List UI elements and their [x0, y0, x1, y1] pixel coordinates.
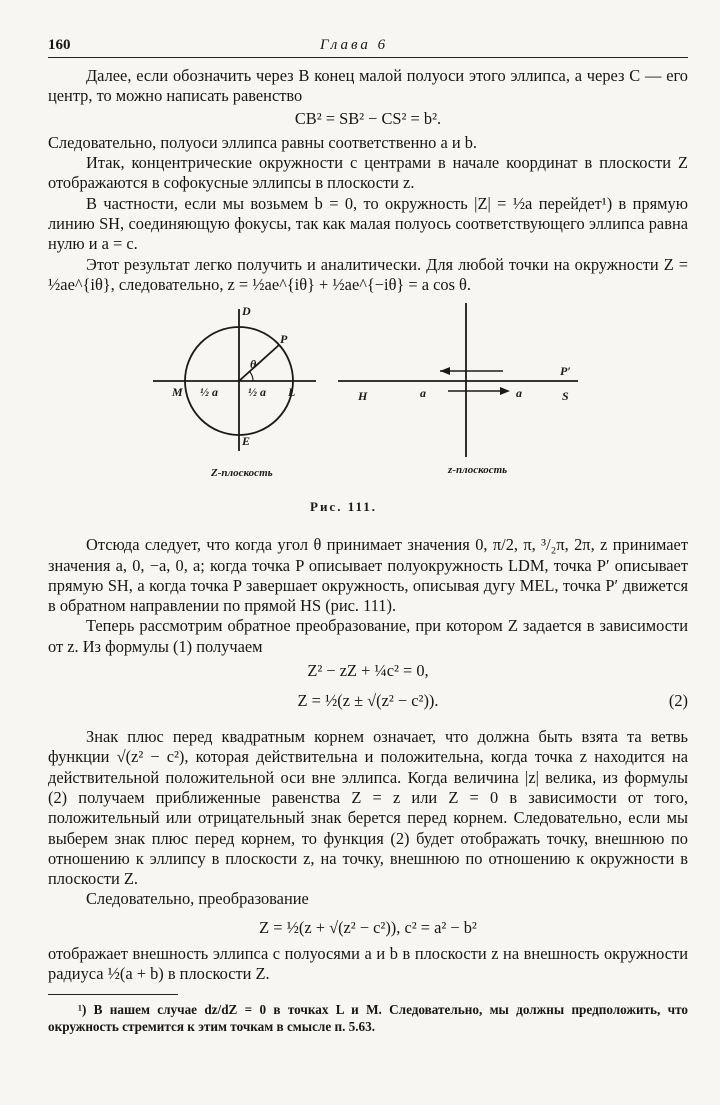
figure-111	[48, 301, 688, 519]
footnote: ¹) В нашем случае dz/dZ = 0 в точках L и M. Следовательно, мы должны предположить, что окружность стремится к этим точкам в смысле п. 5.63.	[48, 1002, 688, 1035]
label-E: E	[242, 434, 251, 449]
paragraph: Отсюда следует, что когда угол θ принимает значения 0, π/2, π, ³/₂π, 2π, z принимает значения a, 0, −a, 0, a; когда точка P описывает полуокружность LDM, точка P′ описывает прямую SH, а когда точка P завершает окружность, описывая дугу MEL, точка P′ движется в обратном направлении по прямой HS (рис. 111).	[48, 535, 688, 616]
label-P-prime: P′	[560, 364, 571, 379]
figure-caption: Рис. 111.	[310, 499, 378, 515]
paragraph: Знак плюс перед квадратным корнем означает, что должна быть взята та ветвь функции √(z² − c²), которая действительна и положительна, когда точка z находится на действительной положительной оси вне эллипса. Когда величина |z| велика, из формулы (2) получаем приближенные равенства Z = z или Z = 0 в зависимости от того, положительный или отрицательный знак берется перед корнем. Следовательно, если мы выберем знак плюс перед корнем, то функция (2) будет отображать точку, внешнюю по отношению к эллипсу в плоскости z, на точку, внешнюю по отношению к окружности в плоскости Z.	[48, 727, 688, 889]
label-P: P	[280, 332, 288, 347]
equation: Z = ½(z ± √(z² − c²)).	[297, 691, 439, 711]
paragraph: Итак, концентрические окружности с центрами в начале координат в плоскости Z отображаются в софокусные эллипсы в плоскости z.	[48, 153, 688, 193]
label-half-a-right: ½ a	[248, 385, 266, 400]
caption-Z-plane: Z-плоскость	[211, 467, 273, 480]
chapter-title: Глава 6	[320, 37, 389, 53]
running-header	[48, 33, 688, 58]
label-S: S	[562, 389, 569, 404]
paragraph: Далее, если обозначить через B конец малой полуоси этого эллипса, а через C — его центр, то можно написать равенство	[48, 66, 688, 106]
equation-row	[48, 657, 688, 687]
label-H: H	[358, 389, 368, 404]
label-a-1: a	[420, 386, 426, 401]
paragraph: Следовательно, преобразование	[86, 889, 309, 909]
equation-row	[48, 687, 688, 717]
paragraph: Этот результат легко получить и аналитически. Для любой точки на окружности Z = ½ae^{iθ}, следовательно, z = ½ae^{iθ} + ½ae^{−iθ} = a cos θ.	[48, 254, 688, 294]
paragraph: Следовательно, полуоси эллипса равны соответственно a и b.	[48, 132, 477, 152]
label-a-2: a	[516, 386, 522, 401]
figure-diagram	[48, 301, 688, 519]
equation: CB² = SB² − CS² = b².	[294, 108, 442, 128]
paragraph: Теперь рассмотрим обратное преобразование, при котором Z задается в зависимости от z. Из формулы (1) получаем	[48, 616, 688, 656]
paragraph: В частности, если мы возьмем b = 0, то окружность |Z| = ½a перейдет¹) в прямую линию SH, соединяющую фокусы, так как малая полуось соответствующего эллипса равна нулю и a = c.	[48, 193, 688, 254]
label-L: L	[288, 385, 296, 400]
radius-line	[239, 345, 279, 381]
page-number: 160	[48, 37, 71, 53]
arrow-left-head	[440, 367, 450, 375]
arrow-right-head	[500, 387, 510, 395]
equation: Z = ½(z + √(z² − c²)), c² = a² − b²	[259, 917, 477, 937]
equation: Z² − zZ + ¼c² = 0,	[307, 661, 429, 681]
equation-number: (2)	[668, 691, 688, 711]
label-D: D	[242, 304, 251, 319]
label-M: M	[172, 385, 183, 400]
footnote-rule	[48, 994, 178, 995]
page	[48, 33, 688, 1035]
equation-row	[48, 910, 688, 944]
label-theta: θ	[250, 357, 257, 372]
caption-z-plane: z-плоскость	[448, 464, 508, 477]
label-half-a-left: ½ a	[200, 385, 218, 400]
theta-arc	[249, 371, 253, 381]
paragraph: отображает внешность эллипса с полуосями a и b в плоскости z на внешность окружности радиуса ½(a + b) в плоскости Z.	[48, 943, 688, 984]
